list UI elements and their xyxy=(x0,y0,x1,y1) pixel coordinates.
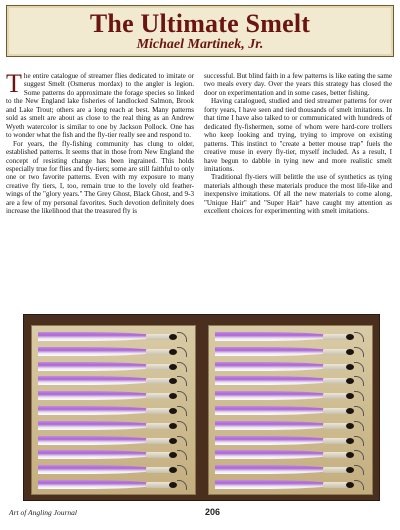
right-streamer-fly xyxy=(215,434,365,447)
fly-head xyxy=(346,408,354,414)
left-streamer-fly xyxy=(38,478,188,491)
fly-wing xyxy=(215,421,333,430)
right-streamer-fly xyxy=(215,330,365,343)
left-streamer-fly xyxy=(38,360,188,373)
fly-head xyxy=(169,364,177,370)
fly-hook xyxy=(354,347,364,357)
right-streamer-fly xyxy=(215,448,365,461)
right-text-column xyxy=(204,72,392,314)
fly-hook xyxy=(354,362,364,372)
right-streamer-fly xyxy=(215,360,365,373)
fly-hook xyxy=(354,436,364,446)
fly-head xyxy=(169,452,177,458)
fly-hook xyxy=(177,436,187,446)
fly-head xyxy=(169,423,177,429)
right-streamer-fly xyxy=(215,478,365,491)
left-streamer-fly xyxy=(38,463,188,476)
fly-wing xyxy=(38,391,156,400)
paragraph: Having catalogued, studied and tied streamer patterns for over forty years, I have seen and tied thousands of smelt imitations. In that time I have also talked to or communicated with hundreds of dedicated fly-fishermen, some of whom were hard-core trollers who keep looking and trying, trying to improve on existing patterns. This instinct to "create a better mouse trap" fuels the creative muse in every fly-tier, myself included. As a result, I have begun to dabble in tying new and more realistic smelt imitations. xyxy=(204,97,392,173)
fly-hook xyxy=(354,450,364,460)
fly-box-photo xyxy=(23,314,380,501)
author-byline: Michael Martinek, Jr. xyxy=(136,37,264,52)
fly-head xyxy=(169,393,177,399)
fly-hook xyxy=(354,332,364,342)
paragraph: successful. But blind faith in a few patterns is like eating the same two meals every day. Over the years this strategy has closed the door on experimentation and in some cases, better fishing. xyxy=(204,72,392,97)
fly-wing xyxy=(215,406,333,415)
fly-head xyxy=(169,349,177,355)
fly-head xyxy=(169,438,177,444)
left-streamer-fly xyxy=(38,404,188,417)
fly-wing xyxy=(38,332,156,341)
fly-hook xyxy=(354,376,364,386)
fly-wing xyxy=(38,376,156,385)
left-streamer-fly xyxy=(38,389,188,402)
fly-wing xyxy=(215,347,333,356)
right-streamer-fly xyxy=(215,374,365,387)
drop-cap: T xyxy=(6,72,22,98)
fly-hook xyxy=(177,347,187,357)
fly-hook xyxy=(354,465,364,475)
fly-wing xyxy=(215,480,333,489)
fly-head xyxy=(346,452,354,458)
fly-wing xyxy=(38,421,156,430)
left-streamer-fly xyxy=(38,330,188,343)
paragraph xyxy=(6,72,194,140)
fly-wing xyxy=(38,406,156,415)
fly-hook xyxy=(177,362,187,372)
fly-head xyxy=(346,438,354,444)
fly-hook xyxy=(354,421,364,431)
fly-hook xyxy=(177,421,187,431)
right-streamer-fly xyxy=(215,345,365,358)
fly-wing xyxy=(215,436,333,445)
fly-head xyxy=(169,378,177,384)
fly-wing xyxy=(38,450,156,459)
fly-wing xyxy=(215,450,333,459)
fly-hook xyxy=(354,480,364,490)
fly-wing xyxy=(38,362,156,371)
fly-wing xyxy=(215,391,333,400)
right-streamer-fly xyxy=(215,404,365,417)
right-streamer-fly xyxy=(215,389,365,402)
fly-head xyxy=(346,482,354,488)
left-streamer-fly xyxy=(38,374,188,387)
fly-hook xyxy=(177,332,187,342)
fly-box-left xyxy=(31,325,196,495)
right-streamer-fly xyxy=(215,419,365,432)
left-streamer-fly xyxy=(38,448,188,461)
left-text-column xyxy=(6,72,194,314)
right-streamer-fly xyxy=(215,463,365,476)
fly-wing xyxy=(215,332,333,341)
fly-wing xyxy=(215,465,333,474)
fly-hook xyxy=(177,391,187,401)
fly-wing xyxy=(38,347,156,356)
fly-head xyxy=(346,378,354,384)
fly-wing xyxy=(38,436,156,445)
paragraph-text: he entire catalogue of streamer flies dedicated to imitate or suggest Smelt (Osmerus mordax) to the angler is legion. Some patterns do approximate the forage species so linked to the New England lake fisheries of landlocked Salmon, Brook and Lake Trout; others are a long reach at best. Many patterns sold as smelt are about as close to the real thing as an Andrew Wyeth watercolor is similar to one by Jackson Pollock. One has to wonder what the fish and the fly-tier really see and respond to. xyxy=(6,72,194,140)
fly-head xyxy=(169,467,177,473)
fly-head xyxy=(169,482,177,488)
fly-wing xyxy=(38,465,156,474)
left-streamer-fly xyxy=(38,419,188,432)
fly-hook xyxy=(177,376,187,386)
fly-head xyxy=(346,423,354,429)
fly-box-right xyxy=(208,325,373,495)
article-title: The Ultimate Smelt xyxy=(89,9,311,38)
fly-head xyxy=(346,349,354,355)
fly-head xyxy=(346,467,354,473)
fly-hook xyxy=(354,391,364,401)
left-streamer-fly xyxy=(38,345,188,358)
page-number: 206 xyxy=(205,507,221,517)
fly-head xyxy=(346,334,354,340)
fly-hook xyxy=(177,480,187,490)
fly-head xyxy=(169,334,177,340)
fly-head xyxy=(346,364,354,370)
paragraph: For years, the fly-fishing community has clung to older, established patterns. It seems that in those from New England the concept of resisting change has been ingrained. This holds especially true for flies and fly-tiers; some are still faithful to only one or two favorite patterns. Even with my exposure to many creative fly tiers, I, too, remain true to the lovely old feather-wings of the "glory years." The Grey Ghost, Black Ghost, and 9-3 are a few of my personal favorites. Such devotion definitely does increase the likelihood that the treasured fly is xyxy=(6,139,194,216)
left-streamer-fly xyxy=(38,434,188,447)
fly-wing xyxy=(38,480,156,489)
page-footer xyxy=(9,505,389,519)
fly-hook xyxy=(177,450,187,460)
fly-wing xyxy=(215,362,333,371)
fly-hook xyxy=(177,465,187,475)
fly-head xyxy=(346,393,354,399)
paragraph: Traditional fly-tiers will belittle the use of synthetics as tying materials although these materials produce the most life-like and inexpensive imitations. Of all the new materials to come along, "Unique Hair" and "Super Hair" have caught my attention as excellent choices for experimenting with smelt imitations. xyxy=(204,173,392,216)
title-banner xyxy=(6,5,394,57)
fly-head xyxy=(169,408,177,414)
fly-hook xyxy=(177,406,187,416)
fly-hook xyxy=(354,406,364,416)
fly-wing xyxy=(215,376,333,385)
journal-name: Art of Angling Journal xyxy=(9,508,77,517)
